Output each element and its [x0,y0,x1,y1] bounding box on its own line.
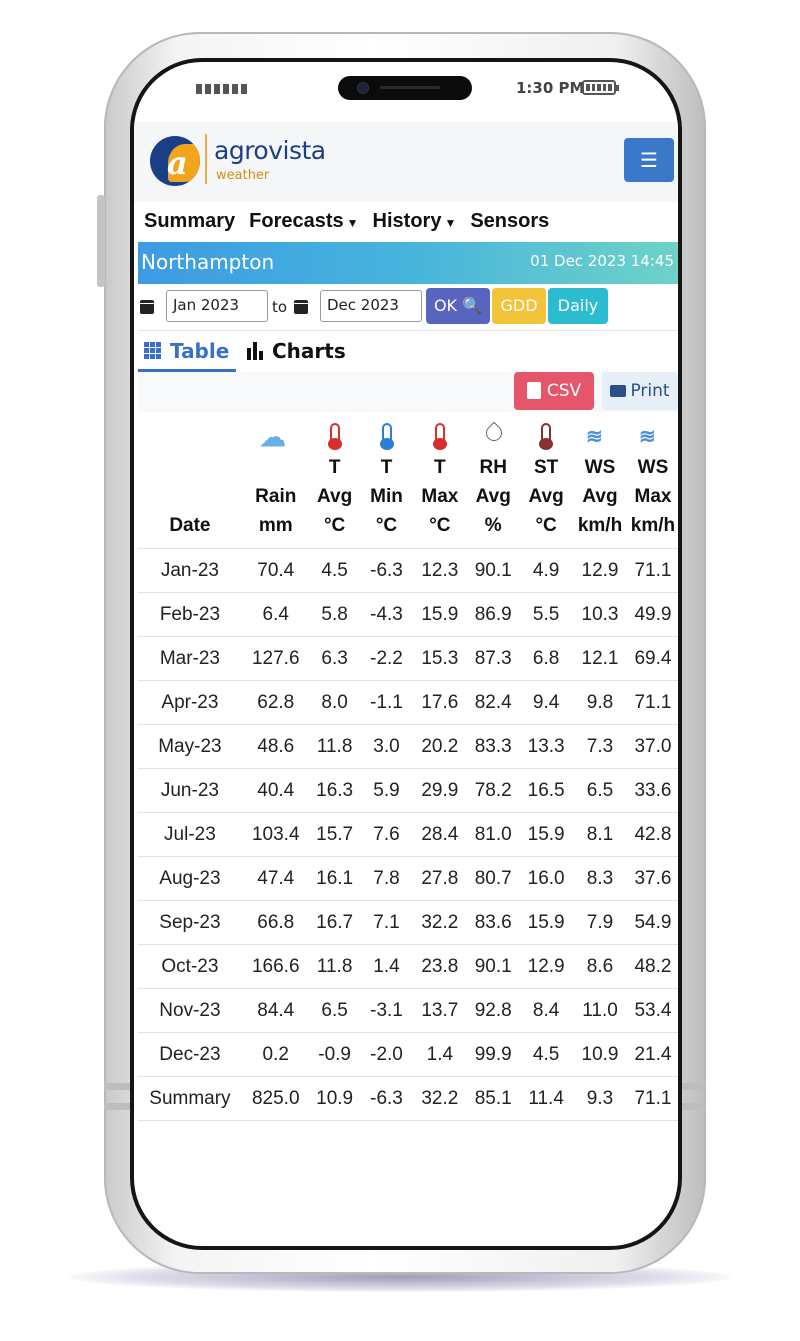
table-cell: 48.6 [242,725,310,769]
date-to-input[interactable]: Dec 2023 [320,290,422,322]
table-cell: 7.9 [572,901,628,945]
tab-table[interactable]: Table [144,339,229,363]
csv-export-button[interactable]: CSV [514,372,594,410]
column-header [520,412,572,549]
hamburger-menu-button[interactable] [624,138,674,182]
row-label-cell: Apr-23 [138,681,242,725]
table-cell: 127.6 [242,637,310,681]
table-cell: 87.3 [466,637,520,681]
phone-side-button [97,195,105,287]
calendar-icon [294,300,308,314]
table-cell: -1.1 [360,681,414,725]
table-cell: 7.3 [572,725,628,769]
column-header [413,412,466,549]
gdd-button[interactable]: GDD [492,288,546,324]
table-cell: 4.5 [310,549,360,593]
table-row [138,769,678,813]
logo-icon[interactable]: a [150,136,200,186]
column-header-line: °C [375,515,398,536]
table-cell: 92.8 [466,989,520,1033]
logo-divider [205,134,207,184]
csv-file-icon [527,382,541,399]
status-time: 1:30 PM [516,79,585,97]
table-row [138,813,678,857]
column-header-line [138,482,242,511]
table-cell: 47.4 [242,857,310,901]
battery-icon [582,80,616,95]
row-label-cell: Mar-23 [138,637,242,681]
table-cell: 7.1 [360,901,414,945]
row-label-cell: Aug-23 [138,857,242,901]
table-cell: 40.4 [242,769,310,813]
table-cell: 5.8 [310,593,360,637]
table-cell: 37.6 [628,857,678,901]
table-cell: 99.9 [466,1033,520,1077]
thermometer-icon [310,419,360,453]
app-header [134,122,678,202]
bar-chart-icon [246,342,264,360]
table-cell: 15.3 [413,637,466,681]
table-cell: -6.3 [360,1077,414,1121]
table-cell: 37.0 [628,725,678,769]
column-header-line: ST [533,457,559,478]
table-cell: 8.4 [520,989,572,1033]
table-cell: 6.8 [520,637,572,681]
column-header [572,412,628,549]
table-cell: 12.1 [572,637,628,681]
status-bar [134,62,678,120]
table-cell: 16.3 [310,769,360,813]
table-cell: -2.2 [360,637,414,681]
table-cell: 80.7 [466,857,520,901]
table-cell: 6.3 [310,637,360,681]
table-cell: 16.0 [520,857,572,901]
table-cell: 11.4 [520,1077,572,1121]
grid-icon [144,342,162,360]
row-label-cell: Oct-23 [138,945,242,989]
table-cell: 4.9 [520,549,572,593]
caret-down-icon: ▼ [346,215,359,230]
column-header-line: Avg [317,486,353,507]
table-row [138,989,678,1033]
table-cell: 84.4 [242,989,310,1033]
table-cell: 1.4 [360,945,414,989]
table-cell: 7.8 [360,857,414,901]
daily-button[interactable]: Daily [548,288,608,324]
row-label-cell: Jun-23 [138,769,242,813]
signal-icon [196,84,247,94]
brand-subtitle: weather [216,168,270,183]
table-cell: 9.3 [572,1077,628,1121]
table-cell: 3.0 [360,725,414,769]
table-cell: 62.8 [242,681,310,725]
action-bar [138,372,678,412]
hamburger-icon: ☰ [640,148,658,172]
table-cell: 29.9 [413,769,466,813]
row-label-cell: Jan-23 [138,549,242,593]
table-cell: 16.7 [310,901,360,945]
thermometer-icon [330,423,340,443]
thermometer-cold-icon [382,423,392,443]
column-header-line: Max [634,486,672,507]
column-header-line: T [434,457,446,478]
thermometer-icon [435,423,445,443]
table-cell: 12.9 [572,549,628,593]
column-header-line: Date [169,515,211,536]
droplet-icon [483,422,506,445]
table-cell: 33.6 [628,769,678,813]
table-row [138,637,678,681]
table-cell: 11.8 [310,725,360,769]
table-cell: 28.4 [413,813,466,857]
brand-name: agrovista [214,136,326,165]
table-cell: -0.9 [310,1033,360,1077]
table-cell: -6.3 [360,549,414,593]
main-nav [144,205,674,237]
column-header-line: km/h [577,515,623,536]
table-cell: 49.9 [628,593,678,637]
table-cell: 8.3 [572,857,628,901]
table-cell: 21.4 [628,1033,678,1077]
table-cell: 90.1 [466,549,520,593]
column-header [466,412,520,549]
ok-search-button[interactable]: OK 🔍 [426,288,490,324]
table-cell: 42.8 [628,813,678,857]
table-cell: 103.4 [242,813,310,857]
table-cell: -2.0 [360,1033,414,1077]
row-label-cell: May-23 [138,725,242,769]
printer-icon [610,385,626,397]
table-cell: 23.8 [413,945,466,989]
table-cell: 78.2 [466,769,520,813]
table-cell: 13.3 [520,725,572,769]
table-cell: 82.4 [466,681,520,725]
table-cell: 32.2 [413,1077,466,1121]
table-cell: 5.9 [360,769,414,813]
location-name: Northampton [141,250,275,274]
location-banner [138,242,678,284]
row-label-cell: Dec-23 [138,1033,242,1077]
table-cell: 825.0 [242,1077,310,1121]
table-cell: 10.9 [310,1077,360,1121]
table-cell: 8.0 [310,681,360,725]
wind-icon [572,419,628,453]
column-header-line: Max [421,486,459,507]
date-controls [134,288,678,330]
column-header-line: RH [479,457,507,478]
calendar-icon [140,300,154,314]
nav-item-summary[interactable]: Summary [144,209,236,232]
rain-cloud-icon: ☁ [259,422,286,452]
table-cell: 10.9 [572,1033,628,1077]
table-cell: 10.3 [572,593,628,637]
column-header-line: Avg [582,486,618,507]
table-cell: 15.9 [413,593,466,637]
table-cell: 8.1 [572,813,628,857]
table-cell: 81.0 [466,813,520,857]
table-cell: 15.9 [520,813,572,857]
table-cell: 86.9 [466,593,520,637]
column-header-line: °C [323,515,346,536]
column-header [242,412,310,549]
table-cell: 48.2 [628,945,678,989]
wind-icon: ≋ [586,426,603,448]
table-cell: 70.4 [242,549,310,593]
table-cell: 71.1 [628,549,678,593]
table-cell: 71.1 [628,1077,678,1121]
table-cell: 15.9 [520,901,572,945]
search-icon: 🔍 [462,296,483,315]
location-datetime: 01 Dec 2023 14:45 [530,252,674,270]
caret-down-icon: ▼ [444,215,457,230]
row-label-cell: Summary [138,1077,242,1121]
column-header [628,412,678,549]
table-cell: 16.1 [310,857,360,901]
droplet-icon [466,419,520,453]
column-header-line: T [380,457,393,478]
nav-item-forecasts[interactable]: Forecasts ▼ [249,209,359,232]
table-cell: 53.4 [628,989,678,1033]
table-cell: 0.2 [242,1033,310,1077]
thermometer-cold-icon [360,419,414,453]
table-cell: 16.5 [520,769,572,813]
table-cell: 83.3 [466,725,520,769]
table-cell: -3.1 [360,989,414,1033]
column-header-line: % [484,515,502,536]
row-label-cell: Nov-23 [138,989,242,1033]
wind-icon: ≋ [638,426,656,448]
print-button[interactable]: Print [602,372,678,410]
column-header-line: mm [258,515,293,536]
soil-thermometer-icon [520,419,572,453]
table-cell: 17.6 [413,681,466,725]
row-label-cell: Feb-23 [138,593,242,637]
data-table [138,412,678,1121]
column-header [310,412,360,549]
column-header-line: T [328,457,341,478]
column-header-line: WS [584,457,616,478]
table-cell: 71.1 [628,681,678,725]
table-cell: 32.2 [413,901,466,945]
table-row [138,725,678,769]
table-cell: 12.9 [520,945,572,989]
table-cell: 5.5 [520,593,572,637]
table-cell: 54.9 [628,901,678,945]
column-header-line: Min [370,486,403,507]
row-label-cell: Jul-23 [138,813,242,857]
camera-icon [358,83,368,93]
monthly-weather-table [138,412,678,1122]
table-cell: 1.4 [413,1033,466,1077]
date-range-to-label: to [272,298,288,316]
column-header-line: Avg [475,486,511,507]
table-cell: 11.8 [310,945,360,989]
table-row [138,1033,678,1077]
table-cell: 12.3 [413,549,466,593]
view-tabs [138,330,678,374]
row-label-cell: Sep-23 [138,901,242,945]
table-row [138,593,678,637]
nav-item-history[interactable]: History ▼ [372,209,457,232]
column-header-line: Avg [528,486,564,507]
table-cell: 8.6 [572,945,628,989]
summary-row [138,1077,678,1121]
table-cell: 69.4 [628,637,678,681]
tab-charts[interactable]: Charts [246,339,346,363]
table-cell: 4.5 [520,1033,572,1077]
table-cell: 6.4 [242,593,310,637]
soil-thermometer-icon [541,423,551,443]
phone-screen [134,62,678,1246]
table-cell: 66.8 [242,901,310,945]
speaker-grille [380,86,440,89]
wind-icon [628,419,678,453]
table-cell: 13.7 [413,989,466,1033]
table-cell: 6.5 [310,989,360,1033]
column-header-line [242,453,310,482]
date-from-input[interactable]: Jan 2023 [166,290,268,322]
table-row [138,901,678,945]
table-cell: 6.5 [572,769,628,813]
nav-item-sensors[interactable]: Sensors [470,209,550,232]
table-cell: 15.7 [310,813,360,857]
table-cell: 20.2 [413,725,466,769]
table-cell: 9.8 [572,681,628,725]
column-header [360,412,414,549]
column-header-line: °C [429,515,451,536]
table-cell: 85.1 [466,1077,520,1121]
table-cell: 27.8 [413,857,466,901]
column-header-line: °C [535,515,557,536]
column-header-line: km/h [630,515,676,536]
column-header-line [138,453,242,482]
table-cell: 90.1 [466,945,520,989]
table-cell: 83.6 [466,901,520,945]
thermometer-icon [413,419,466,453]
table-cell: -4.3 [360,593,414,637]
table-cell: 7.6 [360,813,414,857]
notch [338,76,472,100]
table-cell: 11.0 [572,989,628,1033]
table-row [138,857,678,901]
rain-cloud-icon [242,419,310,453]
header-spacer [138,419,242,453]
table-row [138,549,678,593]
table-cell: 9.4 [520,681,572,725]
table-row [138,681,678,725]
column-header-line: Rain [255,486,297,507]
table-row [138,945,678,989]
column-header [138,412,242,549]
table-header-row [138,412,678,549]
table-cell: 166.6 [242,945,310,989]
column-header-line: WS [637,457,669,478]
